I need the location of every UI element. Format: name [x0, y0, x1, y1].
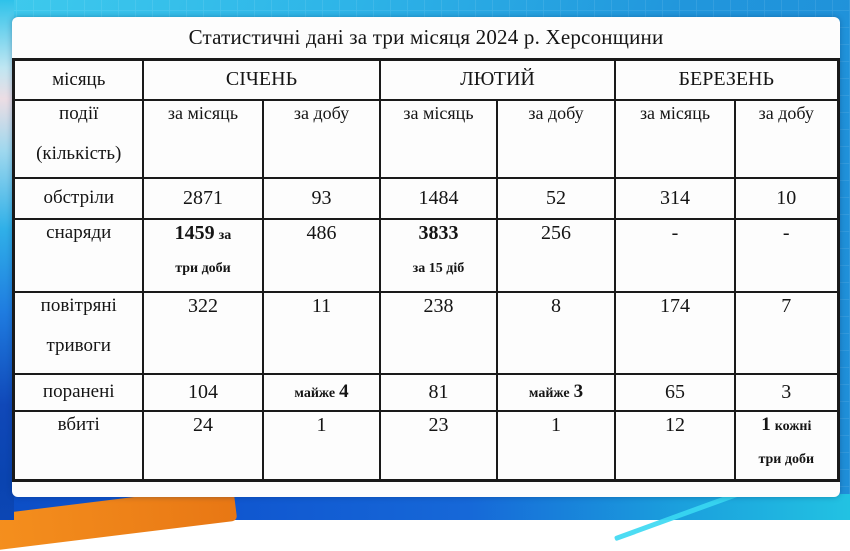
wounded-jan-day-value: 4 [339, 381, 349, 402]
wounded-jan-day-prefix: майже [294, 386, 336, 401]
air-alerts-label-line1: повітряні [40, 294, 117, 316]
subheader-feb-per-month: за місяць [380, 100, 497, 178]
events-label: події [59, 102, 99, 124]
wounded-feb-day-value: 3 [573, 381, 584, 402]
slide-title: Статистичні дані за три місяця 2024 р. Херсонщини [188, 25, 664, 49]
month-header-january: СІЧЕНЬ [143, 60, 380, 100]
cell-air-alerts-feb-day: 8 [497, 292, 615, 374]
cell-air-alerts-feb-month: 238 [380, 292, 497, 374]
cell-shells-feb-day: 256 [497, 219, 615, 292]
cell-killed-mar-day [735, 411, 838, 481]
table-row-months [14, 60, 838, 100]
slide-panel [12, 17, 840, 497]
events-count-label: (кількість) [36, 142, 122, 164]
cell-shells-mar-day: - [735, 219, 838, 292]
shells-feb-month-note: за 15 діб [412, 260, 465, 276]
killed-mar-day-note: три доби [758, 451, 815, 467]
table-row-wounded [14, 374, 838, 411]
row-label-shellings: обстріли [14, 178, 143, 219]
cell-air-alerts-jan-month: 322 [143, 292, 263, 374]
cell-shells-feb-month [380, 219, 497, 292]
subheader-mar-per-month: за місяць [615, 100, 735, 178]
cell-shellings-jan-month: 2871 [143, 178, 263, 219]
wounded-feb-day-prefix: майже [528, 386, 570, 401]
row-label-shells: снаряди [14, 219, 143, 292]
table-row-shells [14, 219, 838, 292]
shells-jan-month-note: три доби [175, 260, 231, 276]
cell-killed-feb-month: 23 [380, 411, 497, 481]
cell-air-alerts-mar-day: 7 [735, 292, 838, 374]
cell-shells-jan-month [143, 219, 263, 292]
shells-feb-month-value: 3833 [418, 221, 459, 244]
cell-shellings-mar-month: 314 [615, 178, 735, 219]
cell-shellings-jan-day: 93 [263, 178, 380, 219]
cell-shellings-feb-month: 1484 [380, 178, 497, 219]
table-row-subheaders [14, 100, 838, 178]
row-label-killed: вбиті [14, 411, 143, 481]
statistics-table [12, 58, 839, 482]
subheader-jan-per-month: за місяць [143, 100, 263, 178]
cell-air-alerts-jan-day: 11 [263, 292, 380, 374]
subheader-jan-per-day: за добу [263, 100, 380, 178]
table-row-shellings [14, 178, 838, 219]
cell-shells-mar-month: - [615, 219, 735, 292]
air-alerts-label-line2: тривоги [46, 334, 111, 356]
table-row-air-alerts [14, 292, 838, 374]
killed-mar-day-value: 1 [761, 413, 771, 435]
corner-cell-month: місяць [14, 60, 143, 100]
row-label-air-alerts [14, 292, 143, 374]
cell-wounded-jan-day [263, 374, 380, 411]
subheader-feb-per-day: за добу [497, 100, 615, 178]
cell-shellings-feb-day: 52 [497, 178, 615, 219]
month-header-february: ЛЮТИЙ [380, 60, 615, 100]
cell-killed-jan-day: 1 [263, 411, 380, 481]
shells-jan-month-suffix: за [218, 227, 232, 243]
shells-jan-month-value: 1459 [174, 221, 215, 244]
cell-air-alerts-mar-month: 174 [615, 292, 735, 374]
month-header-march: БЕРЕЗЕНЬ [615, 60, 838, 100]
subheader-mar-per-day: за добу [735, 100, 838, 178]
table-row-killed [14, 411, 838, 481]
cell-wounded-mar-month: 65 [615, 374, 735, 411]
cell-killed-jan-month: 24 [143, 411, 263, 481]
killed-mar-day-suffix: кожні [774, 418, 812, 434]
cell-killed-mar-month: 12 [615, 411, 735, 481]
cell-wounded-feb-month: 81 [380, 374, 497, 411]
events-count-cell [14, 100, 143, 178]
cell-wounded-mar-day: 3 [735, 374, 838, 411]
cell-wounded-jan-month: 104 [143, 374, 263, 411]
cell-killed-feb-day: 1 [497, 411, 615, 481]
row-label-wounded: поранені [14, 374, 143, 411]
cell-shellings-mar-day: 10 [735, 178, 838, 219]
cell-shells-jan-day: 486 [263, 219, 380, 292]
cell-wounded-feb-day [497, 374, 615, 411]
